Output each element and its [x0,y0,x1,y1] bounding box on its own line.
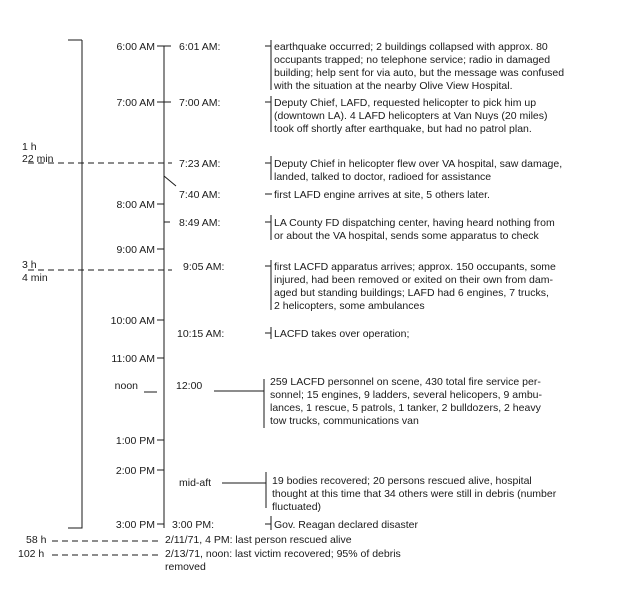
event-connector [265,156,271,180]
event-6-01 [179,40,564,92]
event-text: 259 LACFD personnel on scene, 430 total fire service per- [270,376,541,388]
event-time: mid-aft [179,477,212,489]
tick-label: 2:00 PM [115,465,155,477]
tick-label: 10:00 AM [110,315,155,327]
tick-label: 9:00 AM [116,244,155,256]
event-text: (downtown LA). 4 LAFD helicopters at Van Nuys (20 miles) [274,110,548,122]
event-time: 12:00 [176,380,203,392]
elapsed-label: 1 h [22,141,37,153]
event-connector [265,215,271,240]
event-text: LACFD takes over operation; [274,328,410,340]
event-connector [265,40,271,90]
event-text: Gov. Reagan declared disaster [274,519,418,531]
elapsed-markers [22,141,172,284]
event-text: fluctuated) [272,501,322,513]
elapsed-label: 4 min [22,272,48,284]
event-text: first LACFD apparatus arrives; approx. 150 occupants, some [274,261,556,273]
event-connector [265,516,271,530]
later-event-102h [18,548,401,573]
event-connector [265,260,271,310]
tick-label: 11:00 AM [111,353,155,365]
event-text: sonnel; 15 engines, 9 ladders, several helicopers, 9 ambu- [270,389,542,401]
event-time: 6:01 AM: [179,41,221,53]
event-text: occupants trapped; no telephone service; radio in damaged [274,54,551,66]
event-connector [265,327,271,339]
event-8-49 [164,215,555,242]
later-event-58h [26,534,352,546]
event-text: Deputy Chief in helicopter flew over VA hospital, saw damage, [274,158,563,170]
event-connector [214,379,264,428]
event-text: 2/11/71, 4 PM: last person rescued alive [165,534,352,546]
event-time: 9:05 AM: [183,261,225,273]
event-text: earthquake occurred; 2 buildings collapsed with approx. 80 [274,41,548,53]
tick-label: 8:00 AM [116,199,155,211]
event-text: 2 helicopters, some ambulances [274,300,425,312]
event-text: 2/13/71, noon: last victim recovered; 95% of debris [165,548,401,560]
event-time: 7:00 AM: [179,97,221,109]
event-connector [265,96,271,132]
event-time: 7:40 AM: [179,189,221,201]
event-time: 10:15 AM: [177,328,225,340]
event-7-00 [179,96,548,135]
tick-label: noon [114,380,138,392]
event-text: landed, talked to doctor, radioed for assistance [274,171,492,183]
hour-ticks [111,41,171,531]
event-12-00 [176,376,542,428]
period-bracket [68,40,82,528]
elapsed-label: 3 h [22,259,37,271]
elapsed-label: 58 h [26,534,47,546]
event-text: aged but standing buildings; LAFD had 6 engines, 7 trucks, [274,287,549,299]
event-text: lances, 1 rescue, 5 patrols, 1 tanker, 2 bulldozers, 2 heavy [270,402,541,414]
event-time: 8:49 AM: [179,217,221,229]
event-text: thought at this time that 34 others were still in debris (number [272,488,557,500]
event-time: 3:00 PM: [172,519,215,531]
tick-label: 1:00 PM [115,435,155,447]
event-7-23 [179,156,562,183]
event-connector [222,472,266,508]
event-text: first LAFD engine arrives at site, 5 others later. [274,189,490,201]
event-text: injured, had been removed or exited on their own from dam- [274,274,553,286]
event-text: LA County FD dispatching center, having heard nothing from [274,217,555,229]
event-text: removed [165,561,206,573]
event-text: tow trucks, communications van [270,415,419,427]
event-3-00 [172,516,418,531]
event-9-05 [183,260,556,312]
event-text: 19 bodies recovered; 20 persons rescued alive, hospital [272,475,532,487]
tick-label: 3:00 PM [115,519,155,531]
event-connector [164,176,176,186]
event-text: building; help sent for via auto, but the message was confused [274,67,565,79]
tick-label: 7:00 AM [116,97,155,109]
event-10-15 [177,327,409,340]
elapsed-label: 102 h [18,548,45,560]
event-text: or about the VA hospital, sends some apparatus to check [274,230,539,242]
event-text: Deputy Chief, LAFD, requested helicopter to pick him up [274,97,537,109]
event-text: with the situation at the nearby Olive View Hospital. [274,80,513,92]
event-time: 7:23 AM: [179,158,221,170]
event-mid-aft [179,472,557,513]
elapsed-label: 22 min [22,153,54,165]
event-text: took off shortly after earthquake, but had no patrol plan. [274,123,532,135]
tick-label: 6:00 AM [116,41,155,53]
